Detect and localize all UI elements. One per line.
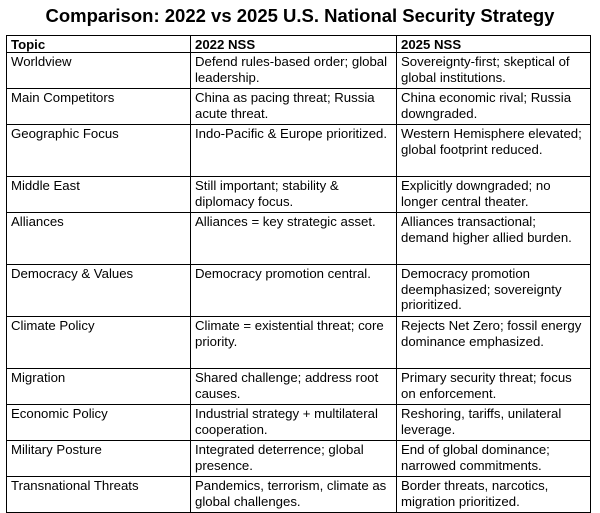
cell-topic: Military Posture xyxy=(7,441,191,477)
cell-2025-nss: Reshoring, tariffs, unilateral leverage. xyxy=(397,405,591,441)
column-header-2022-nss: 2022 NSS xyxy=(191,36,397,53)
table-row xyxy=(7,441,591,477)
cell-topic: Economic Policy xyxy=(7,405,191,441)
table-row xyxy=(7,89,591,125)
cell-2022-nss: Shared challenge; address root causes. xyxy=(191,369,397,405)
cell-2025-nss: Sovereignty-first; skeptical of global institutions. xyxy=(397,53,591,89)
cell-2025-nss: Primary security threat; focus on enforcement. xyxy=(397,369,591,405)
table-row xyxy=(7,369,591,405)
cell-topic: Middle East xyxy=(7,177,191,213)
cell-2025-nss: Border threats, narcotics, migration prioritized. xyxy=(397,477,591,513)
cell-topic: Worldview xyxy=(7,53,191,89)
cell-topic: Transnational Threats xyxy=(7,477,191,513)
cell-2022-nss: Climate = existential threat; core priority. xyxy=(191,317,397,369)
cell-topic: Democracy & Values xyxy=(7,265,191,317)
cell-2025-nss: End of global dominance; narrowed commitments. xyxy=(397,441,591,477)
column-header-topic: Topic xyxy=(7,36,191,53)
table-row xyxy=(7,125,591,177)
cell-topic: Climate Policy xyxy=(7,317,191,369)
column-header-2025-nss: 2025 NSS xyxy=(397,36,591,53)
cell-2022-nss: Indo-Pacific & Europe prioritized. xyxy=(191,125,397,177)
cell-topic: Alliances xyxy=(7,213,191,265)
cell-2025-nss: Western Hemisphere elevated; global footprint reduced. xyxy=(397,125,591,177)
cell-2025-nss: China economic rival; Russia downgraded. xyxy=(397,89,591,125)
cell-2022-nss: Industrial strategy + multilateral cooperation. xyxy=(191,405,397,441)
cell-topic: Main Competitors xyxy=(7,89,191,125)
cell-2025-nss: Democracy promotion deemphasized; sovereignty prioritized. xyxy=(397,265,591,317)
table-row xyxy=(7,265,591,317)
table-row xyxy=(7,405,591,441)
cell-2022-nss: Democracy promotion central. xyxy=(191,265,397,317)
table-row xyxy=(7,177,591,213)
cell-2022-nss: Integrated deterrence; global presence. xyxy=(191,441,397,477)
table-header-row xyxy=(7,36,591,53)
cell-2022-nss: Pandemics, terrorism, climate as global challenges. xyxy=(191,477,397,513)
cell-2022-nss: Defend rules-based order; global leadership. xyxy=(191,53,397,89)
cell-topic: Geographic Focus xyxy=(7,125,191,177)
cell-2025-nss: Alliances transactional; demand higher allied burden. xyxy=(397,213,591,265)
comparison-table xyxy=(6,35,591,513)
table-row xyxy=(7,213,591,265)
table-row xyxy=(7,477,591,513)
cell-topic: Migration xyxy=(7,369,191,405)
cell-2022-nss: Alliances = key strategic asset. xyxy=(191,213,397,265)
cell-2025-nss: Rejects Net Zero; fossil energy dominance emphasized. xyxy=(397,317,591,369)
table-row xyxy=(7,53,591,89)
cell-2025-nss: Explicitly downgraded; no longer central theater. xyxy=(397,177,591,213)
table-row xyxy=(7,317,591,369)
cell-2022-nss: Still important; stability & diplomacy focus. xyxy=(191,177,397,213)
page-title: Comparison: 2022 vs 2025 U.S. National Security Strategy xyxy=(45,5,555,26)
cell-2022-nss: China as pacing threat; Russia acute threat. xyxy=(191,89,397,125)
